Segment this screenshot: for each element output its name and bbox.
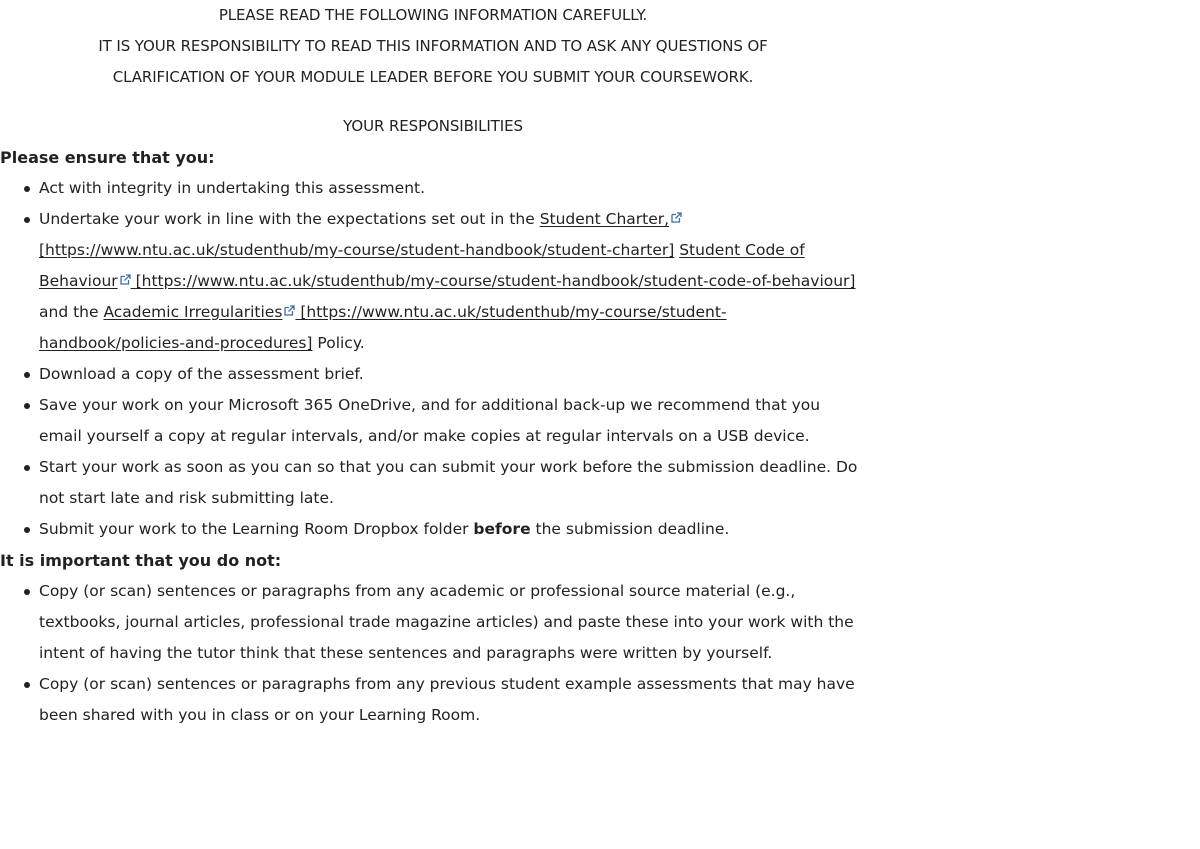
list-item: [39, 390, 866, 452]
external-link-icon: [120, 274, 131, 285]
ensure-heading: Please ensure that you:: [0, 148, 215, 167]
ensure-item-submit-pre: Submit your work to the Learning Room Dropbox folder: [39, 520, 474, 538]
list-item: [39, 669, 866, 731]
list-item: [39, 173, 866, 204]
responsibilities-title: YOUR RESPONSIBILITIES: [343, 117, 523, 135]
ensure-item-integrity: Act with integrity in undertaking this assessment.: [39, 179, 426, 197]
ensure-item-pre: Undertake your work in line with the expectations set out in the: [39, 210, 540, 228]
student-charter-link-text: Student Charter,: [539, 210, 670, 228]
student-code-link-url: [https://www.ntu.ac.uk/studenthub/my-course/student-handbook/student-code-of-behaviour]: [135, 272, 856, 290]
donot-item-copy-examples: Copy (or scan) sentences or paragraphs from any previous student example assessments that may have been shared with you in class or on your Learning Room.: [39, 675, 855, 724]
donot-heading: It is important that you do not:: [0, 551, 282, 570]
student-charter-link-url: [https://www.ntu.ac.uk/studenthub/my-course/student-handbook/student-charter]: [39, 241, 675, 259]
donot-list: [0, 576, 866, 731]
ensure-item-post: Policy.: [312, 334, 365, 352]
list-item: [39, 576, 866, 669]
notice-line-1: PLEASE READ THE FOLLOWING INFORMATION CAREFULLY.: [218, 6, 648, 24]
ensure-list: [0, 173, 866, 545]
list-item: [39, 204, 866, 359]
ensure-item-save: Save your work on your Microsoft 365 OneDrive, and for additional back-up we recommend that you email yourself a copy at regular intervals, and/or make copies at regular intervals on a USB device.: [39, 396, 821, 445]
notice-line-2: IT IS YOUR RESPONSIBILITY TO READ THIS INFORMATION AND TO ASK ANY QUESTIONS OF: [98, 37, 768, 55]
ensure-item-submit-bold: before: [473, 520, 531, 538]
ensure-item-download: Download a copy of the assessment brief.: [39, 365, 364, 383]
ensure-item-start: Start your work as soon as you can so that you can submit your work before the submission deadline. Do not start late and risk submitting late.: [39, 458, 858, 507]
list-item: [39, 514, 866, 545]
ensure-item-mid: and the: [39, 303, 104, 321]
academic-irregularities-link-url: [https://www.ntu.ac.uk/studenthub/my-course/student-handbook/policies-and-procedures]: [39, 303, 727, 352]
academic-irregularities-link-text: Academic Irregularities: [103, 303, 283, 321]
list-item: [39, 359, 866, 390]
student-code-link-text: Student Code of Behaviour: [39, 241, 805, 290]
list-item: [39, 452, 866, 514]
academic-irregularities-link[interactable]: [39, 303, 727, 352]
donot-item-copy-source: Copy (or scan) sentences or paragraphs from any academic or professional source material (e.g., textbooks, journal articles, professional trade magazine articles) and paste these into your work with the intent of having the tutor think that these sentences and paragraphs were written by yourself.: [39, 582, 854, 662]
external-link-icon: [284, 305, 295, 316]
notice-line-3: CLARIFICATION OF YOUR MODULE LEADER BEFORE YOU SUBMIT YOUR COURSEWORK.: [112, 68, 754, 86]
ensure-item-submit-post: the submission deadline.: [530, 520, 730, 538]
external-link-icon: [671, 212, 682, 223]
